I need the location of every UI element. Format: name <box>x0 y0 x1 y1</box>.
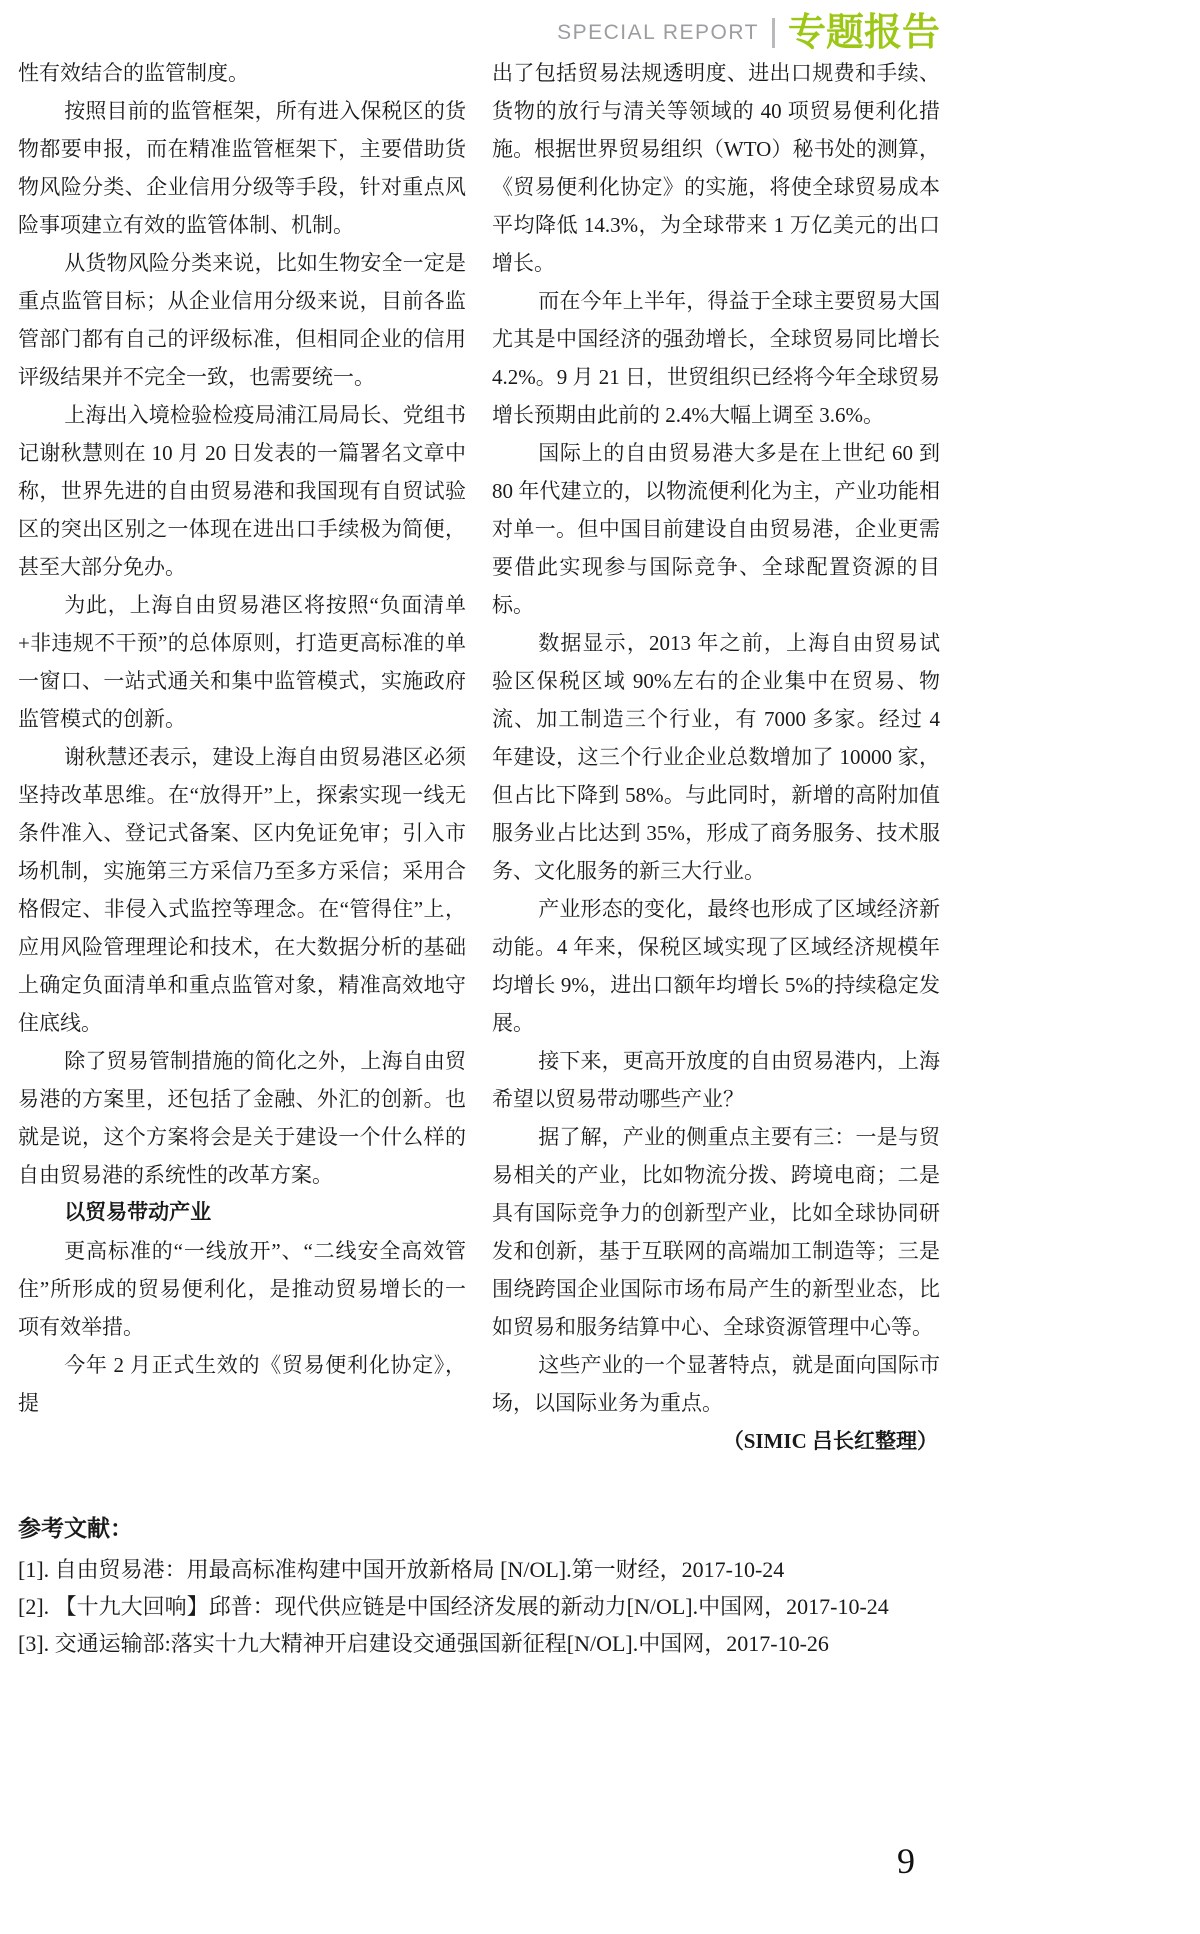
article-body <box>18 54 940 1460</box>
paragraph: 产业形态的变化，最终也形成了区域经济新动能。4 年来，保税区域实现了区域经济规模年均增长 9%，进出口额年均增长 5%的持续稳定发展。 <box>492 897 940 1035</box>
paragraph: 据了解，产业的侧重点主要有三：一是与贸易相关的产业，比如物流分拨、跨境电商；二是具有国际竞争力的创新型产业，比如全球协同研发和创新，基于互联网的高端加工制造等；三是围绕跨国企业国际市场布局产生的新型业态，比如贸易和服务结算中心、全球资源管理中心等。 <box>492 1125 940 1339</box>
paragraph: 更高标准的“一线放开”、“二线安全高效管住”所形成的贸易便利化，是推动贸易增长的一项有效举措。 <box>18 1239 466 1339</box>
left-column <box>18 54 466 1460</box>
paragraph: 数据显示，2013 年之前，上海自由贸易试验区保税区域 90%左右的企业集中在贸易、物流、加工制造三个行业，有 7000 多家。经过 4 年建设，这三个行业企业总数增加了 10000 家，但占比下降到 58%。与此同时，新增的高附加值服务业占比达到 35%，形成了商务服务、技术服务、文化服务的新三大行业。 <box>492 631 940 883</box>
paragraph: 按照目前的监管框架，所有进入保税区的货物都要申报，而在精准监管框架下，主要借助货物风险分类、企业信用分级等手段，针对重点风险事项建立有效的监管体制、机制。 <box>18 99 466 237</box>
page-header <box>0 14 940 52</box>
right-column <box>492 54 940 1460</box>
attribution-line: （SIMIC 吕长红整理） <box>722 1429 938 1453</box>
paragraph: 上海出入境检验检疫局浦江局局长、党组书记谢秋慧则在 10 月 20 日发表的一篇署名文章中称，世界先进的自由贸易港和我国现有自贸试验区的突出区别之一体现在进出口手续极为简便，甚至大部分免办。 <box>18 403 466 579</box>
paragraph: 这些产业的一个显著特点，就是面向国际市场，以国际业务为重点。 <box>492 1353 940 1415</box>
header-chinese-label: 专题报告 <box>787 12 940 54</box>
paragraph: 性有效结合的监管制度。 <box>18 61 249 85</box>
header-english-label: SPECIAL REPORT <box>557 21 759 44</box>
paragraph: 接下来，更高开放度的自由贸易港内，上海希望以贸易带动哪些产业？ <box>492 1049 940 1111</box>
header-divider <box>772 18 775 48</box>
reference-item: [3]. 交通运输部:落实十九大精神开启建设交通强国新征程[N/OL].中国网，2017-10-26 <box>18 1631 829 1656</box>
paragraph: 而在今年上半年，得益于全球主要贸易大国尤其是中国经济的强劲增长，全球贸易同比增长 4.2%。9 月 21 日，世贸组织已经将今年全球贸易增长预期由此前的 2.4%大幅上调至 3.6%。 <box>492 289 940 427</box>
paragraph: 出了包括贸易法规透明度、进出口规费和手续、货物的放行与清关等领域的 40 项贸易便利化措施。根据世界贸易组织（WTO）秘书处的测算，《贸易便利化协定》的实施，将使全球贸易成本平均降低 14.3%，为全球带来 1 万亿美元的出口增长。 <box>492 61 940 275</box>
page-number: 9 <box>897 1841 915 1881</box>
paragraph: 从货物风险分类来说，比如生物安全一定是重点监管目标；从企业信用分级来说，目前各监管部门都有自己的评级标准，但相同企业的信用评级结果并不完全一致，也需要统一。 <box>18 251 466 389</box>
reference-item: [1]. 自由贸易港：用最高标准构建中国开放新格局 [N/OL].第一财经，2017-10-24 <box>18 1557 785 1582</box>
references-title: 参考文献： <box>18 1515 133 1541</box>
paragraph: 谢秋慧还表示，建设上海自由贸易港区必须坚持改革思维。在“放得开”上，探索实现一线无条件准入、登记式备案、区内免证免审；引入市场机制，实施第三方采信乃至多方采信；采用合格假定、非侵入式监控等理念。在“管得住”上，应用风险管理理论和技术，在大数据分析的基础上确定负面清单和重点监管对象，精准高效地守住底线。 <box>18 745 466 1035</box>
reference-item: [2]. 【十九大回响】邱普：现代供应链是中国经济发展的新动力[N/OL].中国网，2017-10-24 <box>18 1594 889 1619</box>
paragraph: 为此，上海自由贸易港区将按照“负面清单+非违规不干预”的总体原则，打造更高标准的单一窗口、一站式通关和集中监管模式，实施政府监管模式的创新。 <box>18 593 466 731</box>
paragraph: 今年 2 月正式生效的《贸易便利化协定》，提 <box>18 1353 466 1415</box>
paragraph: 除了贸易管制措施的简化之外，上海自由贸易港的方案里，还包括了金融、外汇的创新。也就是说，这个方案将会是关于建设一个什么样的自由贸易港的系统性的改革方案。 <box>18 1049 466 1187</box>
paragraph: 国际上的自由贸易港大多是在上世纪 60 到 80 年代建立的，以物流便利化为主，产业功能相对单一。但中国目前建设自由贸易港，企业更需要借此实现参与国际竞争、全球配置资源的目标。 <box>492 441 940 617</box>
references-section <box>18 1510 948 1662</box>
section-heading: 以贸易带动产业 <box>64 1201 212 1224</box>
